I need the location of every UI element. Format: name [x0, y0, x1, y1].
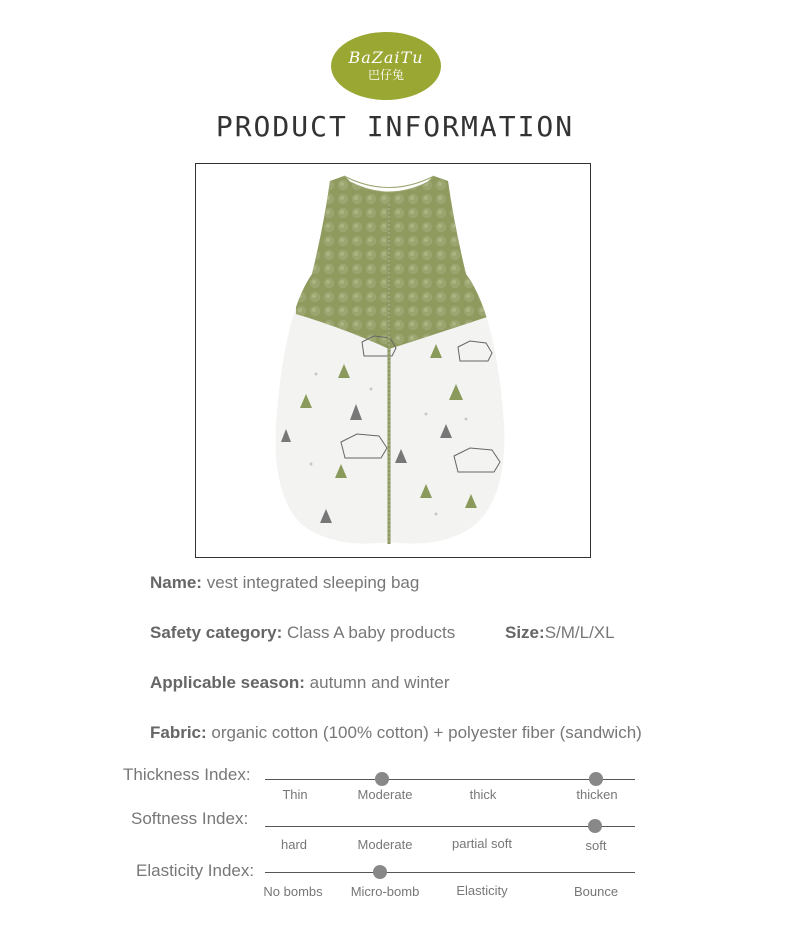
size-line: [505, 623, 615, 643]
safety-value: Class A baby products: [282, 623, 456, 642]
softness-marker-soft: [588, 819, 602, 833]
softness-tick-3: partial soft: [452, 836, 512, 851]
elasticity-tick-4: Bounce: [573, 884, 619, 899]
brand-name-latin: BaZaiTu: [348, 48, 424, 67]
thickness-index-label: Thickness Index:: [123, 765, 251, 784]
thickness-tick-2: Moderate: [357, 787, 413, 802]
product-name-line: [150, 573, 419, 593]
thickness-marker-thicken: [589, 772, 603, 786]
season-line: [150, 673, 450, 693]
elasticity-tick-2: Micro-bomb: [350, 884, 420, 899]
elasticity-track: [265, 872, 635, 873]
fabric-label: Fabric:: [150, 723, 207, 742]
fabric-line: [150, 723, 642, 743]
brand-logo: [331, 32, 441, 100]
thickness-tick-1: Thin: [282, 787, 308, 802]
size-label: Size:: [505, 623, 545, 642]
brand-name-chinese: 巴仔兔: [367, 68, 404, 82]
safety-line: [150, 623, 455, 643]
softness-index-label: Softness Index:: [131, 809, 249, 828]
season-value: autumn and winter: [304, 673, 450, 692]
season-label: Applicable season:: [150, 673, 305, 692]
thickness-track: [265, 779, 635, 780]
softness-track: [265, 826, 635, 827]
softness-tick-2: Moderate: [357, 837, 413, 852]
elasticity-tick-1: No bombs: [263, 884, 323, 899]
name-value: vest integrated sleeping bag: [201, 573, 420, 592]
thickness-tick-3: thick: [469, 787, 497, 802]
fabric-value: organic cotton (100% cotton) + polyester fiber (sandwich): [206, 723, 642, 742]
thickness-tick-4: thicken: [576, 787, 618, 802]
elasticity-marker-micro-bomb: [373, 865, 387, 879]
size-value: S/M/L/XL: [544, 623, 615, 642]
product-image: [196, 164, 590, 557]
elasticity-index-label: Elasticity Index:: [136, 861, 255, 880]
softness-tick-4: soft: [585, 838, 607, 853]
name-label: Name:: [150, 573, 202, 592]
thickness-marker-moderate: [375, 772, 389, 786]
safety-label: Safety category:: [150, 623, 283, 642]
softness-tick-1: hard: [280, 837, 308, 852]
product-image-frame: [195, 163, 591, 558]
elasticity-tick-3: Elasticity: [456, 883, 508, 898]
page-title: PRODUCT INFORMATION: [215, 110, 575, 143]
